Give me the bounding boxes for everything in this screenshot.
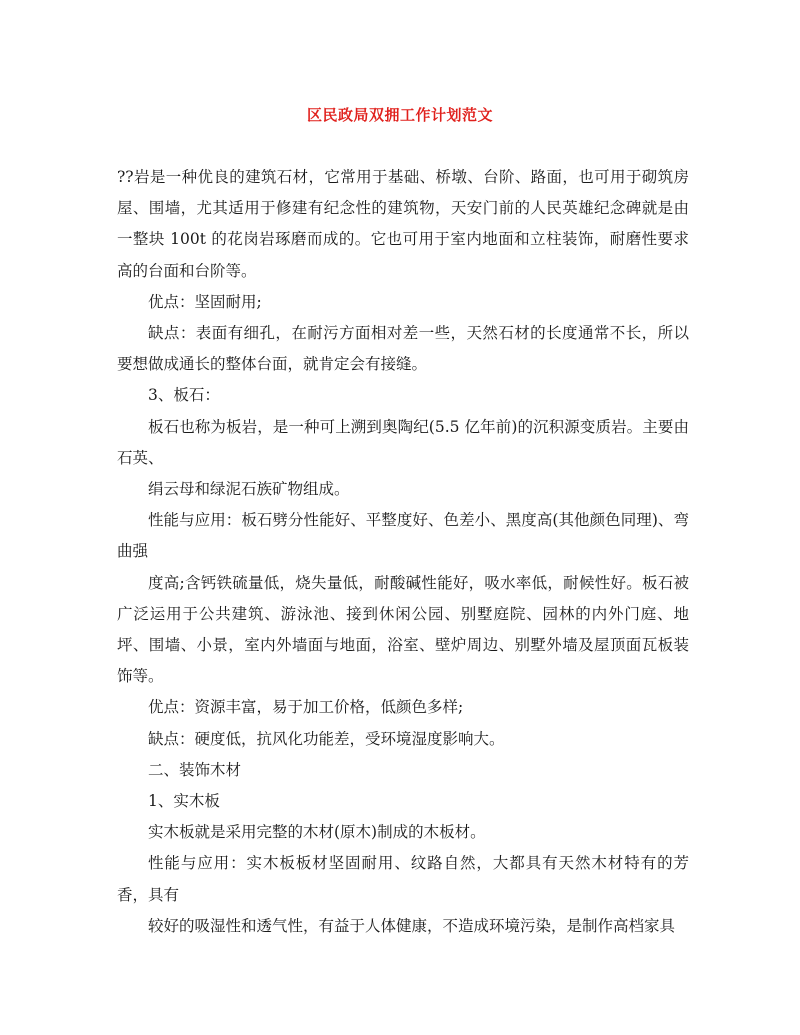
paragraph-granite-advantages: 优点：坚固耐用; <box>148 292 262 311</box>
paragraph-granite-usage: ??岩是一种优良的建筑石材，它常用于基础、桥墩、台阶、路面，也可用于砌筑房屋、围墙，尤其适用于修建有纪念性的建筑物，天安门前的人民英雄纪念碑就是由一整块 100t 的花岗岩琢磨而成的。它也可用于室内地面和立柱装饰，耐磨性要求高的台面和台阶等。 <box>117 168 689 280</box>
paragraph-slate-definition: 板石也称为板岩，是一种可上溯到奥陶纪(5.5 亿年前)的沉积源变质岩。主要由石英、 <box>117 417 689 467</box>
paragraph-solid-wood-definition: 实木板就是采用完整的木材(原木)制成的木板材。 <box>148 823 486 842</box>
paragraph-slate-applications: 度高;含钙铁硫量低，烧失量低，耐酸碱性能好，吸水率低，耐候性好。板石被广泛运用于公共建筑、游泳池、接到休闲公园、别墅庭院、园林的内外门庭、地坪、围墙、小景，室内外墙面与地面，浴室、壁炉周边、别墅外墙及屋顶面瓦板装饰等。 <box>117 573 689 686</box>
paragraph-slate-advantages: 优点：资源丰富，易于加工价格，低颜色多样; <box>148 698 464 717</box>
paragraph-granite-disadvantages: 缺点：表面有细孔，在耐污方面相对差一些，天然石材的长度通常不长，所以要想做成通长的整体台面，就肯定会有接缝。 <box>117 324 689 374</box>
heading-decorative-wood: 二、装饰木材 <box>148 760 242 779</box>
paragraph-slate-performance: 性能与应用：板石劈分性能好、平整度好、色差小、黑度高(其他颜色同理)、弯曲强 <box>117 511 689 561</box>
heading-slate: 3、板石： <box>148 386 220 405</box>
document-title: 区民政局双拥工作计划范文 <box>306 106 493 124</box>
paragraph-solid-wood-properties: 较好的吸湿性和透气性，有益于人体健康，不造成环境污染，是制作高档家具 <box>148 916 676 935</box>
heading-solid-wood-board: 1、实木板 <box>148 792 220 811</box>
document-body <box>117 162 689 942</box>
paragraph-slate-disadvantages: 缺点：硬度低，抗风化功能差，受环境湿度影响大。 <box>148 729 505 748</box>
paragraph-solid-wood-performance: 性能与应用：实木板板材坚固耐用、纹路自然，大都具有天然木材特有的芳香，具有 <box>117 854 689 904</box>
paragraph-slate-minerals: 绢云母和绿泥石族矿物组成。 <box>148 480 350 499</box>
